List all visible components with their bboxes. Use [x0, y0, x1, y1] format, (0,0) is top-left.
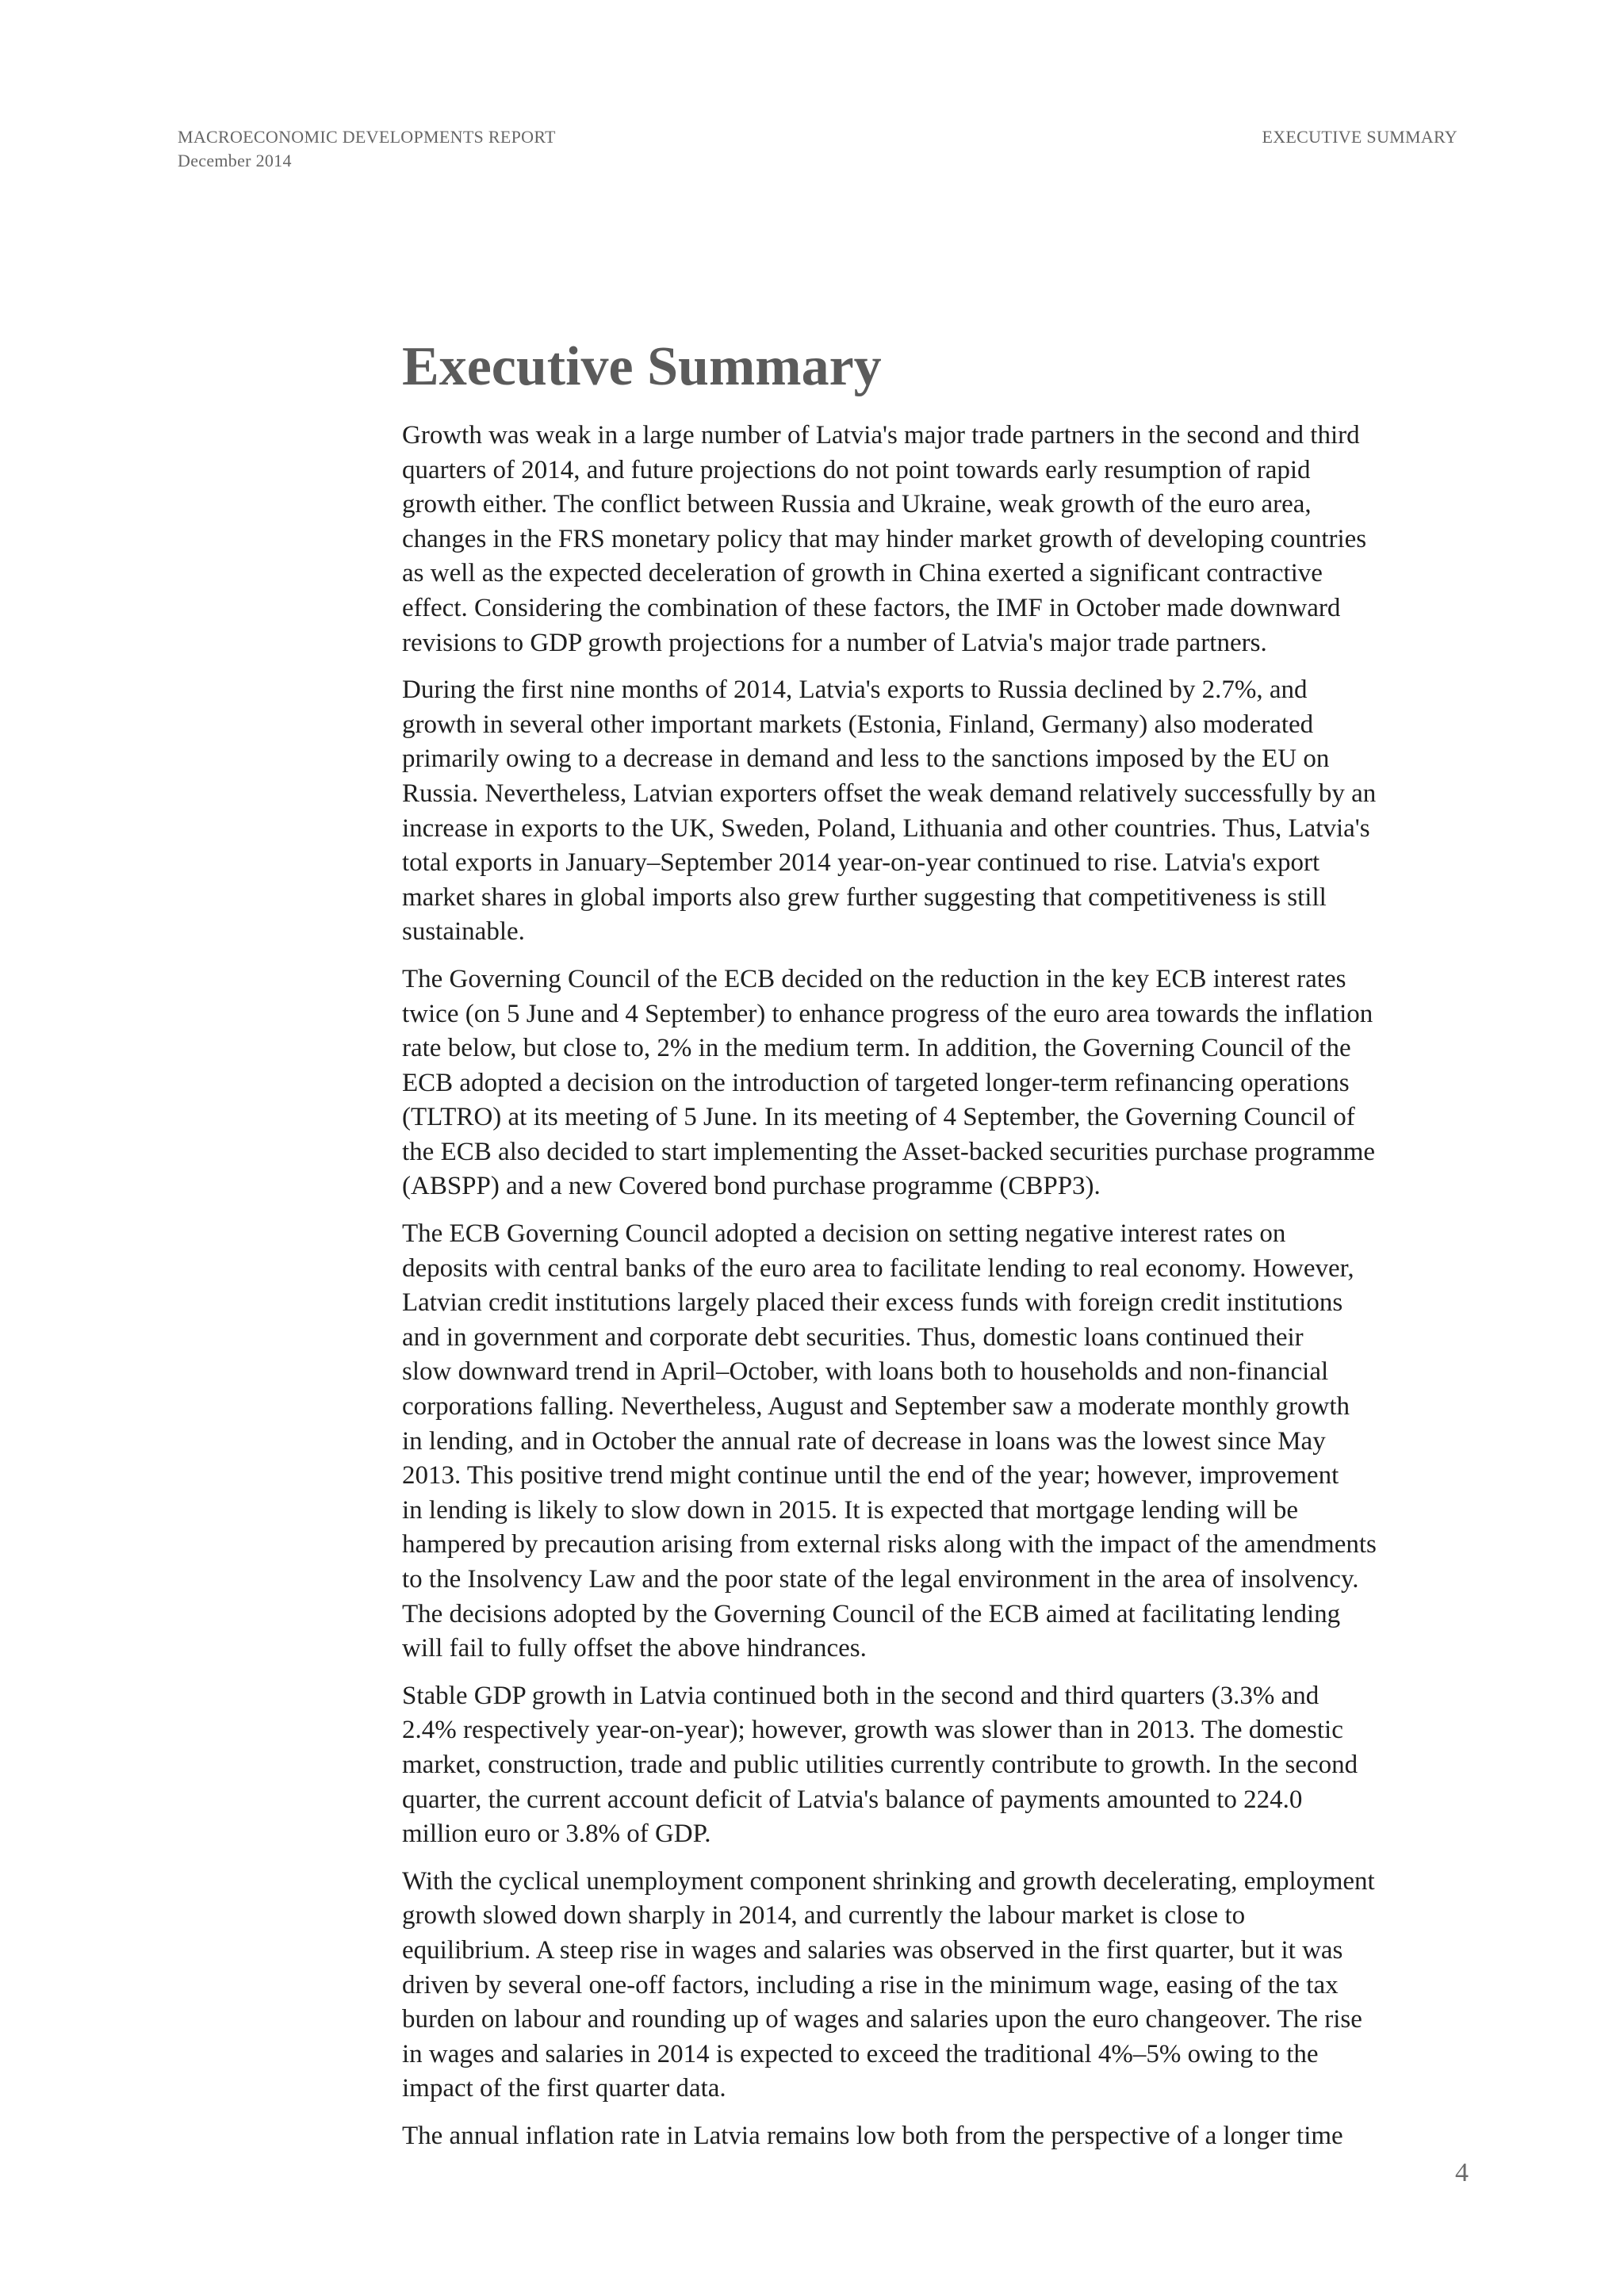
- text-line: revisions to GDP growth projections for a number of Latvia's major trade partners.: [402, 628, 1267, 657]
- text-line: impact of the first quarter data.: [402, 2074, 726, 2103]
- text-line: primarily owing to a decrease in demand and less to the sanctions imposed by the EU on: [402, 744, 1330, 774]
- text-line: growth in several other important markets (Estonia, Finland, Germany) also moderated: [402, 710, 1314, 739]
- text-line: 2.4% respectively year-on-year); however, growth was slower than in 2013. The domestic: [402, 1716, 1343, 1745]
- text-line: The decisions adopted by the Governing Council of the ECB aimed at facilitating lending: [402, 1599, 1341, 1628]
- text-line: sustainable.: [402, 917, 525, 947]
- text-line: the ECB also decided to start implementing the Asset-backed securities purchase programme: [402, 1137, 1376, 1166]
- text-line: Growth was weak in a large number of Latvia's major trade partners in the second and third: [402, 421, 1360, 450]
- body-text: [402, 419, 1480, 2154]
- text-line: rate below, but close to, 2% in the medium term. In addition, the Governing Council of the: [402, 1034, 1351, 1063]
- page-number: 4: [1455, 2158, 1469, 2187]
- text-line: quarters of 2014, and future projections do not point towards early resumption of rapid: [402, 455, 1311, 484]
- text-line: market, construction, trade and public utilities currently contribute to growth. In the second: [402, 1750, 1358, 1779]
- text-line: in lending, and in October the annual rate of decrease in loans was the lowest since May: [402, 1426, 1326, 1456]
- text-line: growth either. The conflict between Russia and Ukraine, weak growth of the euro area,: [402, 490, 1312, 519]
- paragraph: [402, 673, 1480, 950]
- main-content: [402, 333, 1480, 2167]
- text-line: increase in exports to the UK, Sweden, Poland, Lithuania and other countries. Thus, Latvia's: [402, 813, 1370, 843]
- header-left: [178, 125, 556, 173]
- paragraph: [402, 419, 1480, 660]
- paragraph: [402, 1679, 1480, 1852]
- paragraph: [402, 962, 1480, 1204]
- text-line: hampered by precaution arising from external risks along with the impact of the amendments: [402, 1530, 1377, 1559]
- paragraph: [402, 1217, 1480, 1667]
- text-line: effect. Considering the combination of these factors, the IMF in October made downward: [402, 593, 1341, 622]
- text-line: (ABSPP) and a new Covered bond purchase programme (CBPP3).: [402, 1172, 1101, 1201]
- page-title: Executive Summary: [402, 336, 882, 397]
- section-name: EXECUTIVE SUMMARY: [1262, 127, 1457, 147]
- text-line: The annual inflation rate in Latvia remains low both from the perspective of a longer time: [402, 2121, 1343, 2150]
- report-date: December 2014: [178, 151, 292, 170]
- text-line: During the first nine months of 2014, Latvia's exports to Russia declined by 2.7%, and: [402, 675, 1308, 705]
- text-line: slow downward trend in April–October, with loans both to households and non-financial: [402, 1357, 1329, 1387]
- text-line: million euro or 3.8% of GDP.: [402, 1820, 711, 1849]
- text-line: and in government and corporate debt securities. Thus, domestic loans continued their: [402, 1322, 1304, 1352]
- text-line: changes in the FRS monetary policy that may hinder market growth of developing countries: [402, 524, 1367, 553]
- text-line: corporations falling. Nevertheless, August and September saw a moderate monthly growth: [402, 1392, 1350, 1422]
- text-line: With the cyclical unemployment component shrinking and growth decelerating, employment: [402, 1866, 1375, 1896]
- text-line: burden on labour and rounding up of wages and salaries upon the euro changeover. The rise: [402, 2005, 1362, 2034]
- text-line: driven by several one-off factors, including a rise in the minimum wage, easing of the tax: [402, 1970, 1339, 1999]
- text-line: The Governing Council of the ECB decided on the reduction in the key ECB interest rates: [402, 964, 1346, 993]
- paragraph: [402, 2119, 1480, 2154]
- text-line: (TLTRO) at its meeting of 5 June. In its meeting of 4 September, the Governing Council of: [402, 1103, 1355, 1132]
- text-line: Russia. Nevertheless, Latvian exporters offset the weak demand relatively successfully by an: [402, 779, 1377, 808]
- text-line: ECB adopted a decision on the introduction of targeted longer-term refinancing operations: [402, 1068, 1350, 1097]
- text-line: Stable GDP growth in Latvia continued both in the second and third quarters (3.3% and: [402, 1681, 1320, 1710]
- text-line: market shares in global imports also grew further suggesting that competitiveness is still: [402, 882, 1327, 912]
- text-line: The ECB Governing Council adopted a decision on setting negative interest rates on: [402, 1219, 1286, 1249]
- paragraph: [402, 1865, 1480, 2107]
- text-line: growth slowed down sharply in 2014, and currently the labour market is close to: [402, 1901, 1246, 1931]
- text-line: equilibrium. A steep rise in wages and salaries was observed in the first quarter, but it was: [402, 1935, 1343, 1965]
- text-line: in lending is likely to slow down in 2015. It is expected that mortgage lending will be: [402, 1495, 1299, 1525]
- text-line: 2013. This positive trend might continue until the end of the year; however, improvement: [402, 1461, 1339, 1490]
- report-name: MACROECONOMIC DEVELOPMENTS REPORT: [178, 127, 556, 147]
- text-line: twice (on 5 June and 4 September) to enhance progress of the euro area towards the inflation: [402, 999, 1373, 1028]
- running-header: [178, 125, 1457, 189]
- text-line: will fail to fully offset the above hindrances.: [402, 1634, 867, 1663]
- text-line: total exports in January–September 2014 year-on-year continued to rise. Latvia's export: [402, 848, 1320, 878]
- text-line: Latvian credit institutions largely placed their excess funds with foreign credit institutions: [402, 1288, 1343, 1318]
- text-line: deposits with central banks of the euro area to facilitate lending to real economy. However,: [402, 1253, 1354, 1283]
- text-line: to the Insolvency Law and the poor state of the legal environment in the area of insolvency.: [402, 1565, 1359, 1594]
- text-line: as well as the expected deceleration of growth in China exerted a significant contractive: [402, 559, 1323, 588]
- text-line: in wages and salaries in 2014 is expected to exceed the traditional 4%–5% owing to the: [402, 2039, 1319, 2068]
- text-line: quarter, the current account deficit of Latvia's balance of payments amounted to 224.0: [402, 1785, 1303, 1814]
